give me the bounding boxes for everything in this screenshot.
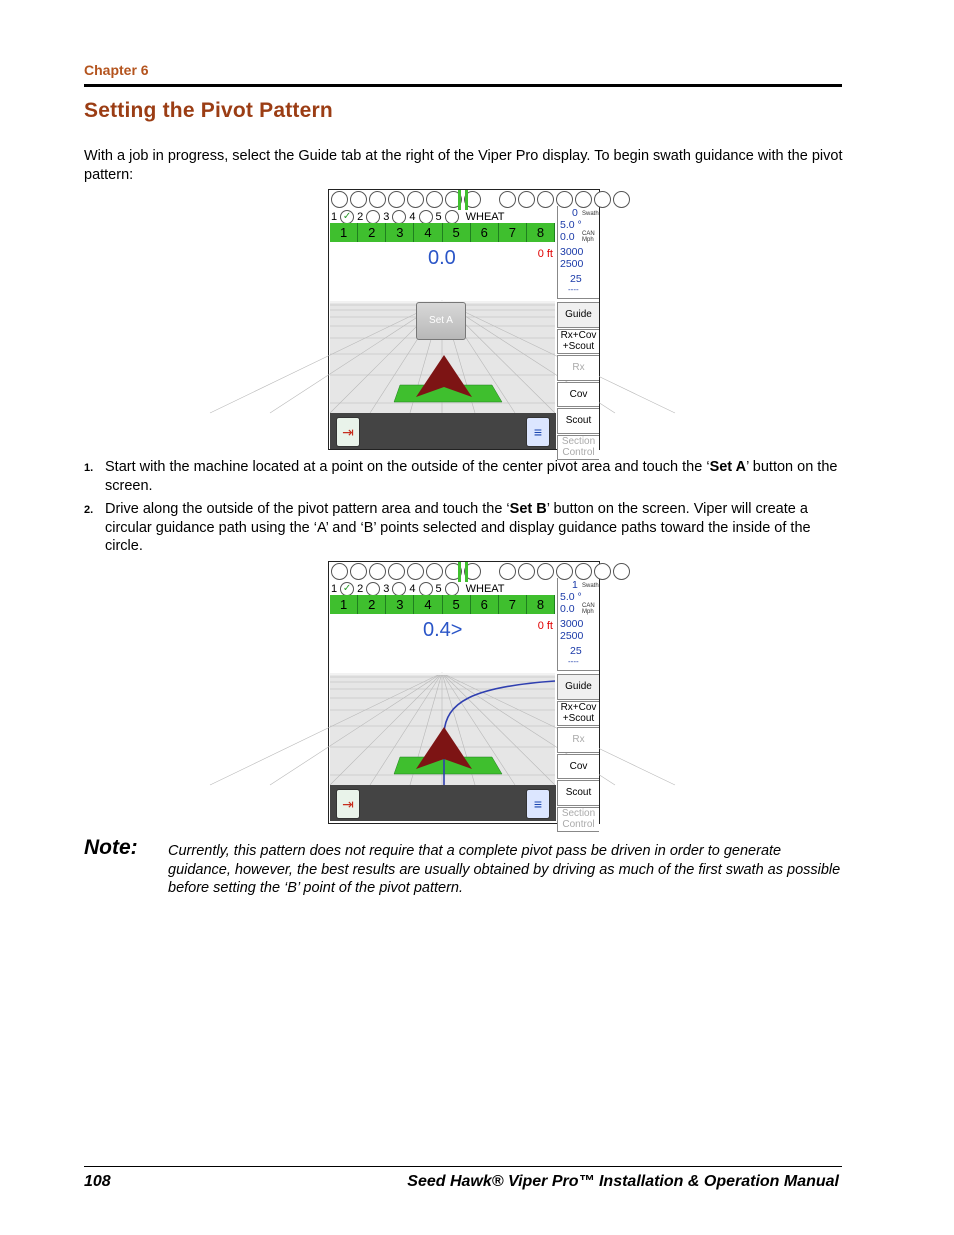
tab-guide[interactable]: Guide [557,302,599,328]
crop-name: WHEAT [465,211,505,223]
section-button[interactable]: 2 [358,595,386,614]
mph-label: Mph [582,237,594,243]
tab-section-control[interactable]: Section Control [557,807,599,833]
swath-label: Swath [582,583,599,589]
set-a-button[interactable]: Set A [416,302,466,340]
section-button[interactable]: 5 [443,595,471,614]
cross-track-value: 0.0 [428,247,456,269]
check-icon[interactable]: ✓ [340,582,354,596]
radio-icon[interactable] [419,210,433,224]
product-selector-row[interactable] [331,582,505,596]
green-bar [458,562,461,582]
swath-number: 1 [572,579,578,591]
radio-icon[interactable] [392,210,406,224]
page-number: 108 [84,1173,111,1190]
section-button[interactable]: 1 [330,223,358,242]
radio-icon[interactable] [445,582,459,596]
selector-label: 4 [409,583,416,595]
guidance-field-view [330,673,555,785]
tab-section-control[interactable]: Section Control [557,435,599,461]
swath-number: 0 [572,207,578,219]
count-value: 3000 [560,246,584,258]
can-label: CAN [582,231,595,237]
section-button[interactable]: 4 [414,595,442,614]
green-bar [458,190,461,210]
section-button[interactable]: 3 [386,223,414,242]
speed-value: 0.0 [560,603,575,615]
tab-cov[interactable]: Cov [557,754,599,780]
selector-label: 5 [435,211,442,223]
section-button[interactable]: 3 [386,595,414,614]
step-text [105,500,845,556]
right-tab-bar [557,302,599,461]
radio-icon[interactable] [445,210,459,224]
step-number: 2. [84,504,94,516]
count-value: 2500 [560,258,584,270]
mph-label: Mph [582,609,594,615]
section-button[interactable]: 7 [499,595,527,614]
tab-cov[interactable]: Cov [557,382,599,408]
bottom-toolbar [330,413,556,449]
selector-label: 4 [409,211,416,223]
step-bold: Set B [509,501,547,517]
step-text-part: ’ button on the screen. Viper will create a circular guidance path using the ‘A’ and ‘B’ points selected and display guidance paths toward the inside of the circle. [105,501,811,554]
viper-screen-pivot-guidance [328,561,600,831]
layers-icon[interactable]: ≡ [526,789,550,819]
product-selector-row[interactable] [331,210,505,224]
green-bar [465,562,468,582]
right-tab-bar [557,674,599,833]
selector-label: 1 [331,583,338,595]
section-button[interactable]: 8 [527,595,555,614]
offset-value: 0 ft [537,620,553,632]
section-button[interactable]: 2 [358,223,386,242]
tab-rx[interactable]: Rx [557,727,599,753]
step-text-part: ’ button on the screen. [105,459,838,494]
step-text-part: Drive along the outside of the pivot pattern area and touch the ‘ [105,501,510,517]
tab-rx-cov-scout[interactable]: Rx+Cov +Scout [557,701,599,727]
step-text-part: Start with the machine located at a point on the outside of the center pivot area and touch the ‘ [105,459,710,475]
section-button[interactable]: 1 [330,595,358,614]
status-panel [557,578,599,671]
steering-icon[interactable]: ⇥ [336,417,360,447]
offset-value: 0 ft [537,248,553,260]
section-row[interactable] [330,223,555,242]
viper-screen-set-a [328,189,600,459]
count-value: ---- [568,285,579,294]
selector-label: 2 [357,583,364,595]
count-value: ---- [568,657,579,666]
section-button[interactable]: 8 [527,223,555,242]
count-value: 25 [570,273,582,285]
selector-label: 5 [435,583,442,595]
tab-scout[interactable]: Scout [557,408,599,434]
chapter-label: Chapter 6 [84,62,149,78]
step-number: 1. [84,462,94,474]
tab-guide[interactable]: Guide [557,674,599,700]
note-label: Note: [84,836,138,859]
footer-rule [84,1166,842,1167]
section-row[interactable] [330,595,555,614]
count-value: 3000 [560,618,584,630]
count-value: 25 [570,645,582,657]
swath-label: Swath [582,211,599,217]
count-value: 2500 [560,630,584,642]
tab-rx-cov-scout[interactable]: Rx+Cov +Scout [557,329,599,355]
check-icon[interactable]: ✓ [340,210,354,224]
radio-icon[interactable] [419,582,433,596]
tab-scout[interactable]: Scout [557,780,599,806]
selector-label: 1 [331,211,338,223]
step-bold: Set A [709,459,747,475]
radio-icon[interactable] [366,582,380,596]
selector-label: 2 [357,211,364,223]
green-bar [465,190,468,210]
heading-value: 5.0 ° [560,591,582,603]
lightbar [330,243,555,301]
crop-name: WHEAT [465,583,505,595]
manual-title: Seed Hawk® Viper Pro™ Installation & Operation Manual [407,1173,839,1190]
status-panel [557,206,599,299]
intro-paragraph: With a job in progress, select the Guide tab at the right of the Viper Pro display. To begin swath guidance with the pivot pattern: [84,148,843,183]
radio-icon[interactable] [366,210,380,224]
bottom-toolbar [330,785,556,821]
can-label: CAN [582,603,595,609]
speed-value: 0.0 [560,231,575,243]
layers-icon[interactable]: ≡ [526,417,550,447]
section-button[interactable]: 7 [499,223,527,242]
selector-label: 3 [383,211,390,223]
note-text: Currently, this pattern does not require that a complete pivot pass be driven in order to generate guidance, however, the best results are usually obtained by driving as much of the first swath as possible before setting the ‘B’ point of the pivot pattern. [168,843,841,896]
header-rule [84,84,842,87]
cross-track-value: 0.4> [423,619,463,641]
selector-label: 3 [383,583,390,595]
radio-icon[interactable] [392,582,406,596]
section-title: Setting the Pivot Pattern [84,99,333,122]
section-button[interactable]: 5 [443,223,471,242]
tab-rx[interactable]: Rx [557,355,599,381]
section-button[interactable]: 6 [471,595,499,614]
heading-value: 5.0 ° [560,219,582,231]
section-button[interactable]: 6 [471,223,499,242]
lightbar [330,615,555,673]
section-button[interactable]: 4 [414,223,442,242]
step-text [105,458,845,495]
steering-icon[interactable]: ⇥ [336,789,360,819]
